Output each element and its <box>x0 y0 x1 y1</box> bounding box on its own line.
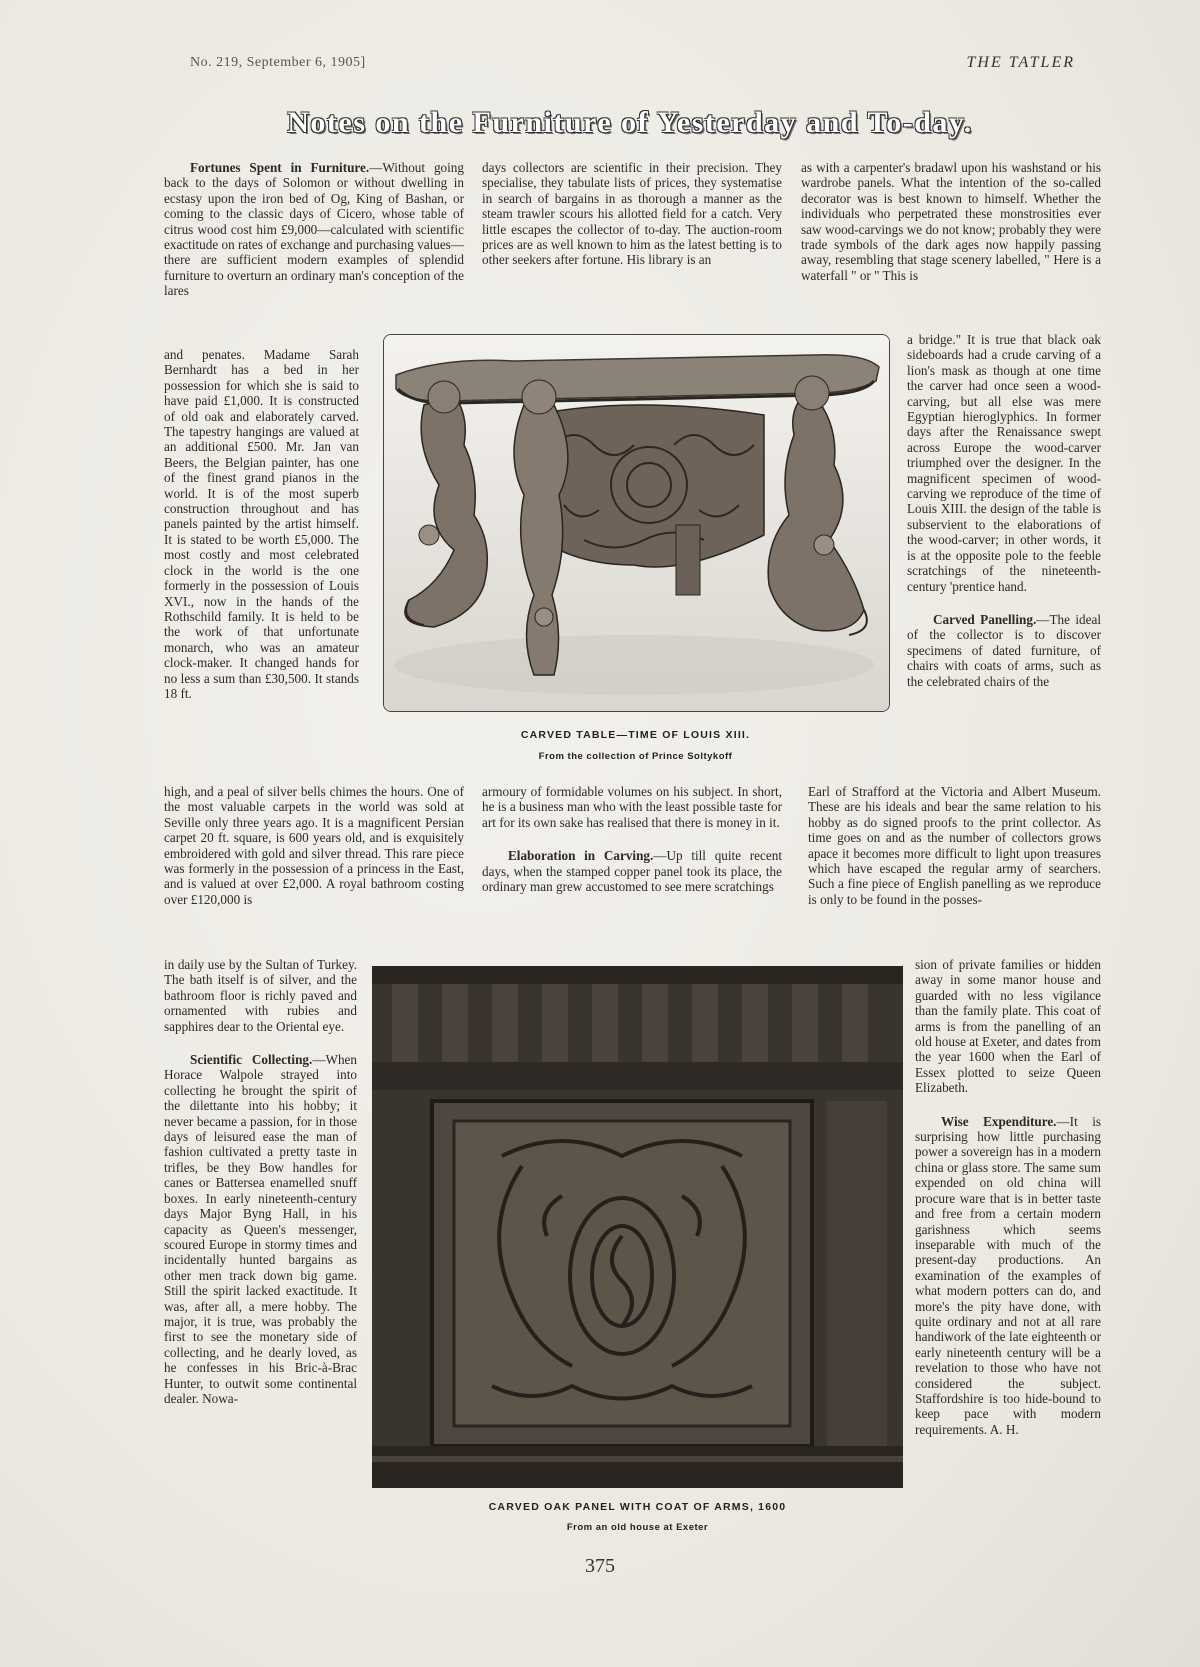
figure1-caption: CARVED TABLE—TIME OF LOUIS XIII. <box>520 729 751 741</box>
magazine-name: THE TATLER <box>966 54 1075 71</box>
col3-text: as with a carpenter's bradawl upon his washstand or his wardrobe panels. What the intention of the so-called decorator was is best known to himself. Whether the individuals who perpetrated these monstrosities ever saw wood-carvings we do not know; probably they were trade symbols of the dark ages now happily passing away, resembling that stage scenery labelled, " Here is a waterfall " or " This is <box>801 160 1101 283</box>
issue-line: No. 219, September 6, 1905] <box>190 55 366 70</box>
mid2-text1: armoury of formidable volumes on his subject. In short, he is a business man who with the least possible taste for art for its own sake has realised that there is money in it. <box>482 784 782 830</box>
column-1 <box>164 160 464 304</box>
heading-elaboration: Elaboration in Carving. <box>508 848 654 864</box>
heading-fortunes: Fortunes Spent in Furniture. <box>190 160 370 175</box>
figure1-subcaption: From the collection of Prince Soltykoff <box>538 751 733 762</box>
column-2 <box>482 160 782 273</box>
col1-text: —Without going back to the days of Solomon or without dwelling in ecstasy upon the iron bed of Og, King of Bashan, or coming to the classic days of Cicero, whose table of citrus wood cost him £9,000—calculated with scientific exactitude on rates of exchange and purchasing values—there are sufficient modern examples of splendid furniture to overturn an ordinary man's conception of the lares <box>164 160 464 299</box>
article-title: Notes on the Furniture of Yesterday and To-day. <box>287 106 973 139</box>
left-narrow-3-text2: —When Horace Walpole strayed into collecting he brought the spirit of the dilettante into his hobby; it never became a passion, for in those days of leisured ease the man of fashion cultivated a pretty taste in trifles, be they Bow handles for canes or Battersea enamelled snuff boxes. In early nineteenth-century days Major Byng Hall, in his capacity as Queen's messenger, scoured Europe in stormy times and incidentally hunted bargains as other men track down big game. Still the spirit lacked exactitude. It was, after all, a mere hobby. The major, it is true, was probably the first to see the monetary side of collecting, and he dearly loved, as he confesses in his Bric-à-Brac Hunter, to outwit some continental dealer. Nowa- <box>164 1052 357 1406</box>
carved-oak-panel-image <box>372 966 903 1488</box>
right-narrow-3-text2: —It is surprising how little purchasing power a sovereign has in a modern china or glass store. The same sum expended on old china will procure ware that is in better taste and free from a certain modern garishness which seems inseparable with much of the present-day productions. An examination of the examples of what modern potters can do, and more's the pity have done, with quite ordinary and not at all rare handiwork of the late eighteenth or early nineteenth century will be a revelation to those who have not considered the subject. Staffordshire is too hide-bound to keep pace with modern requirements. A. H. <box>915 1113 1101 1437</box>
heading-wise-expenditure: Wise Expenditure. <box>941 1113 1057 1129</box>
right-narrow-text-3 <box>915 957 1101 1442</box>
left-narrow-text-1 <box>164 347 359 706</box>
right-narrow-1-text2: —The ideal of the collector is to discover specimens of dated furniture, of chairs with coats of arms, such as the celebrated chairs of the <box>907 611 1101 689</box>
left-wide-text-2 <box>164 784 464 912</box>
carved-oak-panel-illustration <box>372 966 903 1488</box>
carved-table-image <box>384 335 889 711</box>
figure2-caption: CARVED OAK PANEL WITH COAT OF ARMS, 1600 <box>488 1501 787 1513</box>
left-narrow-1-text: and penates. Madame Sarah Bernhardt has a bed in her possession for which she is said to have paid £1,000. It is constructed of old oak and elaborately carved. The tapestry hangings are valued at an additional £500. Mr. Jan van Beers, the Belgian painter, has one of the finest grand pianos in the world. It is of the most superb construction throughout and has panels painted by the artist himself. It is stated to be worth £5,000. The most costly and most celebrated clock in the world is the one formerly in the possession of Louis XVI., now in the hands of the Rothschild family. It is held to be the work of that unfortunate monarch, who was an amateur clock-maker. It changed hands for no less a sum than £30,500. It stands 18 ft. <box>164 347 359 701</box>
figure2-subcaption: From an old house at Exeter <box>566 1522 709 1533</box>
mid2-text2: —Up till quite recent days, when the stamped copper panel took its place, the ordinary man grew accustomed to see mere scratchings <box>482 848 782 895</box>
right-narrow-text-1 <box>907 332 1101 694</box>
left-narrow-text-3 <box>164 957 357 1411</box>
right-text-2 <box>808 784 1101 912</box>
column-3 <box>801 160 1101 288</box>
heading-scientific-collecting: Scientific Collecting. <box>190 1052 313 1068</box>
left-wide-2-text: high, and a peal of silver bells chimes the hours. One of the most valuable carpets in the world was sold at Seville only three years ago. It is a magnificent Persian carpet 20 ft. square, is 600 years old, and is exquisitely embroidered with gold and silver thread. This rare piece was formerly in the possession of a princess in the East, and is valued at over £2,000. A royal bathroom costing over £120,000 is <box>164 784 464 907</box>
right-narrow-3-text1: sion of private families or hidden away in some manor house and guarded with no less vigilance than the family plate. This coat of arms is from the panelling of an old house at Exeter, and dates from the year 1600 when the Earl of Essex plotted to seize Queen Elizabeth. <box>915 957 1101 1096</box>
heading-carved-panelling: Carved Panelling. <box>933 611 1037 627</box>
col2-text: days collectors are scientific in their precision. They specialise, they tabulate lists of prices, they systematise in search of bargains in as thorough a manner as the steam trawler scours his allotted field for a catch. Very little escapes the collector of to-day. The auction-room prices are as well known to him as the latest betting is to other seekers after fortune. His library is an <box>482 160 782 268</box>
left-narrow-3-text1: in daily use by the Sultan of Turkey. The bath itself is of silver, and the bathroom floor is richly paved and ornamented with rubies and sapphires dear to the Oriental eye. <box>164 957 357 1034</box>
middle-text-2 <box>482 784 782 899</box>
page-number: 375 <box>585 1555 615 1577</box>
right-narrow-1-text: a bridge." It is true that black oak sideboards had a crude carving of a lion's mask as though at one time the carver had once seen a wood-carving, but all else was mere Egyptian hieroglyphics. In former days after the Renaissance swept across Europe the wood-carver triumphed over the designer. In the magnificent specimen of wood-carving we reproduce of the time of Louis XIII. the design of the table is subservient to the elaborations of the wood-carver; in other words, it is at the opposite pole to the feeble scratchings of the nineteenth-century 'prentice hand. <box>907 332 1101 594</box>
carved-table-illustration <box>383 334 890 712</box>
right2-text: Earl of Strafford at the Victoria and Albert Museum. These are his ideals and bear the same relation to his hobby as do signed proofs to the print collector. As time goes on and as the number of collectors grows apace it becomes more difficult to light upon treasures which have escaped the regular army of searchers. Such a fine piece of English panelling as we reproduce is only to be found in the posses- <box>808 784 1101 907</box>
